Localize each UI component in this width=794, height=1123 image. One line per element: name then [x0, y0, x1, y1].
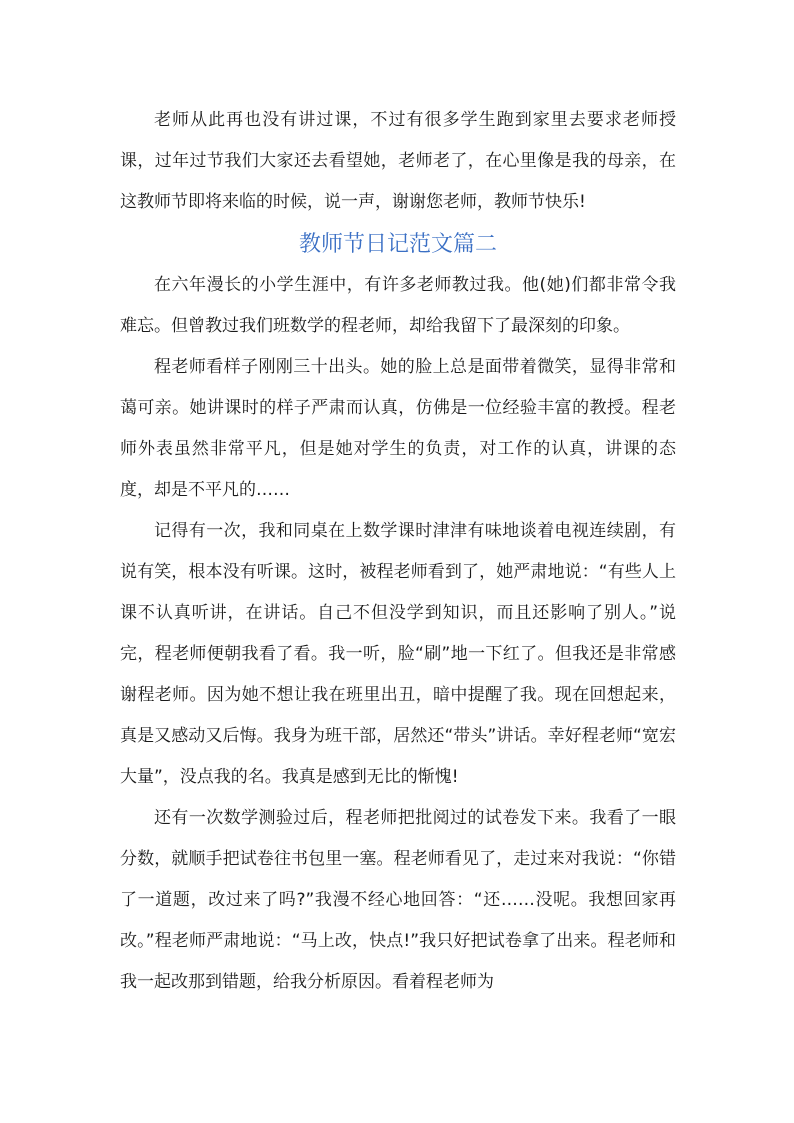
paragraph-2: 程老师看样子刚刚三十出头。她的脸上总是面带着微笑，显得非常和蔼可亲。她讲课时的样子严肃而认真，仿佛是一位经验丰富的教授。程老师外表虽然非常平凡，但是她对学生的负责，对工作的认真，讲课的态度，却是不平凡的…… — [120, 357, 676, 500]
section-title: 教师节日记范文篇二 — [298, 232, 497, 257]
paragraph-3: 记得有一次，我和同桌在上数学课时津津有味地谈着电视连续剧，有说有笑，根本没有听课。这时，被程老师看到了，她严肃地说：“有些人上课不认真听讲，在讲话。自己不但没学到知识，而且还影响了别人。”说完，程老师便朝我看了看。我一听，脸“刷”地一下红了。但我还是非常感谢程老师。因为她不想让我在班里出丑，暗中提醒了我。现在回想起来，真是又感动又后悔。我身为班干部，居然还“带头”讲话。幸好程老师“宽宏大量”，没点我的名。我真是感到无比的惭愧! — [120, 521, 676, 787]
document-body — [120, 100, 676, 1003]
intro-paragraph: 老师从此再也没有讲过课，不过有很多学生跑到家里去要求老师授课，过年过节我们大家还去看望她，老师老了，在心里像是我的母亲，在这教师节即将来临的时候，说一声，谢谢您老师，教师节快乐! — [120, 110, 676, 212]
paragraph-4: 还有一次数学测验过后，程老师把批阅过的试卷发下来。我看了一眼分数，就顺手把试卷往书包里一塞。程老师看见了，走过来对我说：“你错了一道题，改过来了吗?”我漫不经心地回答：“还……没呢。我想回家再改。”程老师严肃地说：“马上改，快点!”我只好把试卷拿了出来。程老师和我一起改那到错题，给我分析原因。看着程老师为 — [120, 808, 676, 992]
paragraph-1: 在六年漫长的小学生涯中，有许多老师教过我。他(她)们都非常令我难忘。但曾教过我们班数学的程老师，却给我留下了最深刻的印象。 — [120, 275, 676, 336]
